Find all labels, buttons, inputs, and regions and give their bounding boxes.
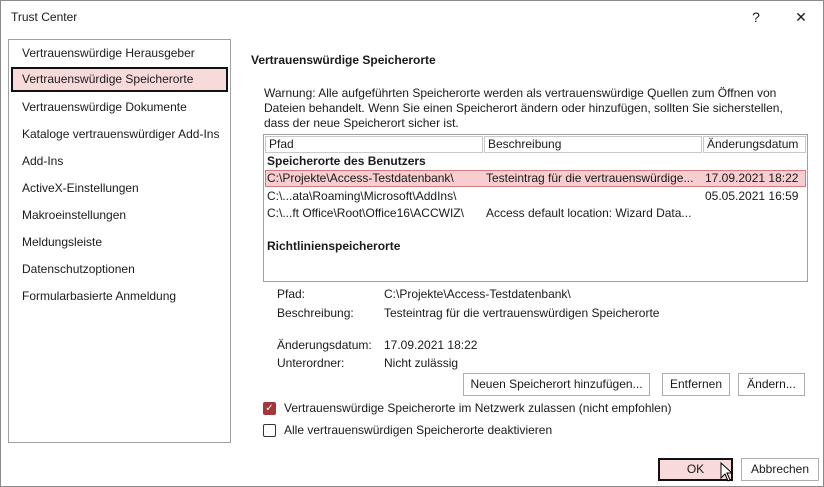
help-button[interactable]: ? xyxy=(752,9,760,25)
table-row[interactable] xyxy=(265,205,806,222)
detail-path-label: Pfad: xyxy=(277,287,306,301)
sidebar-item-datenschutz[interactable]: Datenschutzoptionen xyxy=(22,262,135,276)
group-user-locations: Speicherorte des Benutzers xyxy=(267,154,426,168)
sidebar-item-addins[interactable]: Add-Ins xyxy=(22,154,64,168)
mouse-cursor-icon xyxy=(720,462,734,484)
change-button[interactable]: Ändern... xyxy=(738,373,805,396)
network-checkbox[interactable] xyxy=(263,402,276,415)
sidebar-item-dokumente[interactable]: Vertrauenswürdige Dokumente xyxy=(22,100,187,114)
cell-date: 17.09.2021 18:22 xyxy=(705,171,799,185)
detail-desc-value: Testeintrag für die vertrauenswürdigen Speicherorte xyxy=(384,306,660,320)
sidebar xyxy=(8,39,231,443)
warning-text: Warnung: Alle aufgeführten Speicherorte werden als vertrauenswürdige Quellen zum Öffnen von Dateien behandelt. Wenn Sie einen Speicherort ändern oder hinzufügen, sollten Sie sicherstellen, dass der neue Speicherort sicher ist. xyxy=(264,86,783,130)
sidebar-item-activex[interactable]: ActiveX-Einstellungen xyxy=(22,181,139,195)
section-heading: Vertrauenswürdige Speicherorte xyxy=(251,53,436,67)
ok-button[interactable]: OK xyxy=(658,458,733,481)
cell-desc: Testeintrag für die vertrauenswürdige... xyxy=(486,171,694,185)
remove-button[interactable]: Entfernen xyxy=(662,373,730,396)
disable-all-checkbox[interactable] xyxy=(263,424,276,437)
detail-sub-value: Nicht zulässig xyxy=(384,356,459,370)
sidebar-item-formular[interactable]: Formularbasierte Anmeldung xyxy=(22,289,177,303)
sidebar-item-speicherorte[interactable]: Vertrauenswürdige Speicherorte xyxy=(11,67,228,92)
locations-table[interactable] xyxy=(263,134,808,282)
sidebar-item-addin-kataloge[interactable]: Kataloge vertrauenswürdiger Add-Ins xyxy=(22,127,220,141)
sidebar-item-makro[interactable]: Makroeinstellungen xyxy=(22,208,127,222)
cell-desc: Access default location: Wizard Data... xyxy=(486,206,692,220)
close-button[interactable]: ✕ xyxy=(795,9,807,25)
table-row[interactable] xyxy=(265,188,806,205)
cell-path: C:\...ft Office\Root\Office16\ACCWIZ\ xyxy=(267,206,464,220)
disable-all-checkbox-label[interactable]: Alle vertrauenswürdigen Speicherorte deaktivieren xyxy=(284,423,553,437)
group-policy-locations: Richtlinienspeicherorte xyxy=(267,239,401,253)
cell-path: C:\Projekte\Access-Testdatenbank\ xyxy=(267,171,454,185)
table-row[interactable] xyxy=(265,170,806,187)
detail-desc-label: Beschreibung: xyxy=(277,306,354,320)
column-header-datum[interactable]: Änderungsdatum xyxy=(703,136,806,153)
cell-path: C:\...ata\Roaming\Microsoft\AddIns\ xyxy=(267,189,457,203)
sidebar-item-herausgeber[interactable]: Vertrauenswürdige Herausgeber xyxy=(22,46,195,60)
window-title: Trust Center xyxy=(11,10,78,24)
detail-date-label: Änderungsdatum: xyxy=(277,338,372,352)
column-header-beschreibung[interactable]: Beschreibung xyxy=(484,136,702,153)
column-header-pfad[interactable]: Pfad xyxy=(265,136,483,153)
checkmark-icon: ✓ xyxy=(265,403,274,414)
sidebar-item-meldungsleiste[interactable]: Meldungsleiste xyxy=(22,235,103,249)
add-location-button[interactable]: Neuen Speicherort hinzufügen... xyxy=(463,373,650,396)
cell-date: 05.05.2021 16:59 xyxy=(705,189,799,203)
detail-sub-label: Unterordner: xyxy=(277,356,345,370)
detail-path-value: C:\Projekte\Access-Testdatenbank\ xyxy=(384,287,571,301)
detail-date-value: 17.09.2021 18:22 xyxy=(384,338,478,352)
network-checkbox-label[interactable]: Vertrauenswürdige Speicherorte im Netzwerk zulassen (nicht empfohlen) xyxy=(284,401,672,415)
cancel-button[interactable]: Abbrechen xyxy=(741,458,819,481)
